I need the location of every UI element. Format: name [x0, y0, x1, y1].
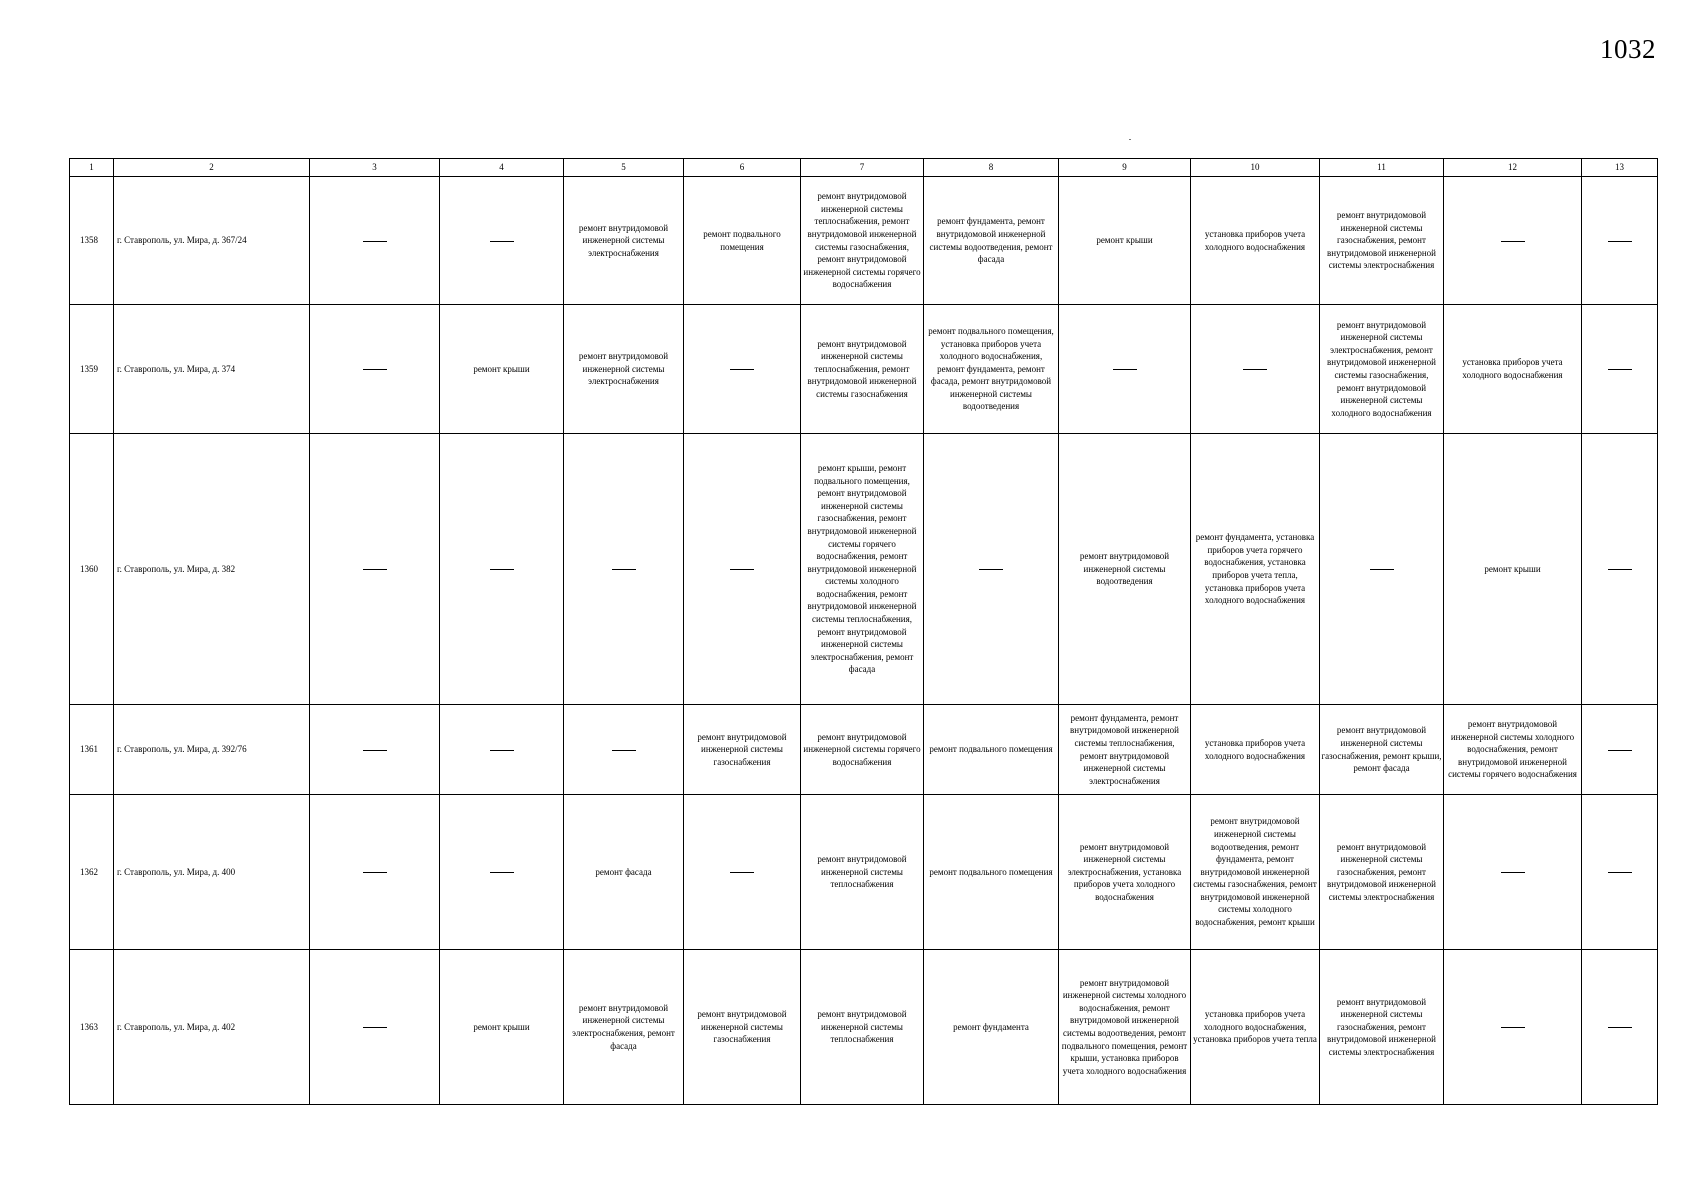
cell-c3: [310, 795, 440, 950]
cell-c4: [440, 434, 564, 705]
empty-dash: [730, 569, 754, 570]
cell-c8: ремонт фундамента: [924, 950, 1059, 1105]
table-row: [70, 177, 1658, 305]
empty-dash: [363, 241, 387, 242]
scan-speck: [1129, 139, 1131, 140]
cell-c5: [564, 434, 684, 705]
table-row: [70, 795, 1658, 950]
cell-c6: ремонт внутридомовой инженерной системы газоснабжения: [684, 950, 801, 1105]
cell-c4: ремонт крыши: [440, 950, 564, 1105]
address-cell: г. Ставрополь, ул. Мира, д. 392/76: [114, 705, 310, 795]
cell-c6: [684, 434, 801, 705]
table-row: [70, 305, 1658, 434]
row-number: 1360: [70, 434, 114, 705]
empty-dash: [612, 569, 636, 570]
cell-c4: ремонт крыши: [440, 305, 564, 434]
cell-c11: ремонт внутридомовой инженерной системы газоснабжения, ремонт внутридомовой инженерной системы электроснабжения: [1320, 177, 1444, 305]
cell-c10: ремонт фундамента, установка приборов учета горячего водоснабжения, установка приборов учета тепла, установка приборов учета холодного водоснабжения: [1191, 434, 1320, 705]
cell-c13: [1582, 950, 1658, 1105]
cell-c3: [310, 305, 440, 434]
cell-c7: ремонт внутридомовой инженерной системы теплоснабжения: [801, 950, 924, 1105]
cell-c6: [684, 305, 801, 434]
header-cell: 2: [114, 159, 310, 177]
empty-dash: [490, 750, 514, 751]
header-cell: 3: [310, 159, 440, 177]
cell-c4: [440, 795, 564, 950]
cell-c11: ремонт внутридомовой инженерной системы газоснабжения, ремонт внутридомовой инженерной системы электроснабжения: [1320, 795, 1444, 950]
empty-dash: [1608, 872, 1632, 873]
address-cell: г. Ставрополь, ул. Мира, д. 402: [114, 950, 310, 1105]
header-cell: 4: [440, 159, 564, 177]
row-number: 1359: [70, 305, 114, 434]
cell-c7: ремонт внутридомовой инженерной системы теплоснабжения, ремонт внутридомовой инженерной системы газоснабжения: [801, 305, 924, 434]
empty-dash: [1608, 750, 1632, 751]
empty-dash: [363, 1027, 387, 1028]
cell-c7: ремонт внутридомовой инженерной системы теплоснабжения, ремонт внутридомовой инженерной системы газоснабжения, ремонт внутридомовой инженерной системы горячего водоснабжения: [801, 177, 924, 305]
empty-dash: [490, 872, 514, 873]
cell-c10: установка приборов учета холодного водоснабжения: [1191, 705, 1320, 795]
cell-c9: ремонт крыши: [1059, 177, 1191, 305]
row-number: 1362: [70, 795, 114, 950]
cell-c3: [310, 434, 440, 705]
table-row: [70, 950, 1658, 1105]
row-number: 1361: [70, 705, 114, 795]
empty-dash: [1501, 1027, 1525, 1028]
cell-c4: [440, 177, 564, 305]
cell-c7: ремонт крыши, ремонт подвального помещения, ремонт внутридомовой инженерной системы газоснабжения, ремонт внутридомовой инженерной системы горячего водоснабжения, ремонт внутридомовой инженерной системы холодного водоснабжения, ремонт внутридомовой инженерной системы теплоснабжения, ремонт внутридомовой инженерной системы электроснабжения, ремонт фасада: [801, 434, 924, 705]
cell-c7: ремонт внутридомовой инженерной системы горячего водоснабжения: [801, 705, 924, 795]
empty-dash: [1608, 1027, 1632, 1028]
empty-dash: [490, 569, 514, 570]
address-cell: г. Ставрополь, ул. Мира, д. 367/24: [114, 177, 310, 305]
cell-c13: [1582, 705, 1658, 795]
empty-dash: [363, 872, 387, 873]
header-cell: 11: [1320, 159, 1444, 177]
cell-c11: ремонт внутридомовой инженерной системы газоснабжения, ремонт крыши, ремонт фасада: [1320, 705, 1444, 795]
cell-c9: ремонт внутридомовой инженерной системы водоотведения: [1059, 434, 1191, 705]
table-row: [70, 705, 1658, 795]
cell-c6: ремонт внутридомовой инженерной системы газоснабжения: [684, 705, 801, 795]
cell-c9: ремонт внутридомовой инженерной системы электроснабжения, установка приборов учета холодного водоснабжения: [1059, 795, 1191, 950]
empty-dash: [1608, 241, 1632, 242]
cell-c12: установка приборов учета холодного водоснабжения: [1444, 305, 1582, 434]
empty-dash: [612, 750, 636, 751]
empty-dash: [1370, 569, 1394, 570]
header-cell: 5: [564, 159, 684, 177]
cell-c10: [1191, 305, 1320, 434]
cell-c3: [310, 705, 440, 795]
cell-c6: [684, 795, 801, 950]
empty-dash: [979, 569, 1003, 570]
cell-c8: [924, 434, 1059, 705]
cell-c5: ремонт внутридомовой инженерной системы электроснабжения, ремонт фасада: [564, 950, 684, 1105]
cell-c12: ремонт крыши: [1444, 434, 1582, 705]
cell-c5: ремонт внутридомовой инженерной системы электроснабжения: [564, 305, 684, 434]
repair-schedule-table: [69, 158, 1658, 1105]
empty-dash: [1608, 369, 1632, 370]
cell-c12: [1444, 950, 1582, 1105]
empty-dash: [730, 369, 754, 370]
cell-c10: ремонт внутридомовой инженерной системы водоотведения, ремонт фундамента, ремонт внутридомовой инженерной системы газоснабжения, ремонт внутридомовой инженерной системы холодного водоснабжения, ремонт крыши: [1191, 795, 1320, 950]
page-number: 1032: [1600, 34, 1656, 64]
empty-dash: [363, 750, 387, 751]
address-cell: г. Ставрополь, ул. Мира, д. 374: [114, 305, 310, 434]
empty-dash: [363, 369, 387, 370]
cell-c12: [1444, 795, 1582, 950]
empty-dash: [1243, 369, 1267, 370]
cell-c5: ремонт фасада: [564, 795, 684, 950]
cell-c13: [1582, 305, 1658, 434]
column-number-row: [70, 159, 1658, 177]
cell-c9: ремонт внутридомовой инженерной системы холодного водоснабжения, ремонт внутридомовой инженерной системы водоотведения, ремонт подвального помещения, ремонт крыши, установка приборов учета холодного водоснабжения: [1059, 950, 1191, 1105]
cell-c8: ремонт подвального помещения, установка приборов учета холодного водоснабжения, ремонт фундамента, ремонт фасада, ремонт внутридомовой инженерной системы водоотведения: [924, 305, 1059, 434]
empty-dash: [1608, 569, 1632, 570]
row-number: 1363: [70, 950, 114, 1105]
header-cell: 1: [70, 159, 114, 177]
cell-c10: установка приборов учета холодного водоснабжения, установка приборов учета тепла: [1191, 950, 1320, 1105]
cell-c7: ремонт внутридомовой инженерной системы теплоснабжения: [801, 795, 924, 950]
header-cell: 10: [1191, 159, 1320, 177]
row-number: 1358: [70, 177, 114, 305]
empty-dash: [363, 569, 387, 570]
empty-dash: [730, 872, 754, 873]
cell-c4: [440, 705, 564, 795]
cell-c12: ремонт внутридомовой инженерной системы холодного водоснабжения, ремонт внутридомовой инженерной системы горячего водоснабжения: [1444, 705, 1582, 795]
table-row: [70, 434, 1658, 705]
cell-c8: ремонт фундамента, ремонт внутридомовой инженерной системы водоотведения, ремонт фасада: [924, 177, 1059, 305]
cell-c13: [1582, 434, 1658, 705]
cell-c8: ремонт подвального помещения: [924, 705, 1059, 795]
header-cell: 13: [1582, 159, 1658, 177]
header-cell: 6: [684, 159, 801, 177]
cell-c10: установка приборов учета холодного водоснабжения: [1191, 177, 1320, 305]
address-cell: г. Ставрополь, ул. Мира, д. 400: [114, 795, 310, 950]
cell-c5: ремонт внутридомовой инженерной системы электроснабжения: [564, 177, 684, 305]
cell-c6: ремонт подвального помещения: [684, 177, 801, 305]
cell-c9: [1059, 305, 1191, 434]
header-cell: 8: [924, 159, 1059, 177]
cell-c3: [310, 950, 440, 1105]
cell-c11: ремонт внутридомовой инженерной системы газоснабжения, ремонт внутридомовой инженерной системы электроснабжения: [1320, 950, 1444, 1105]
header-cell: 12: [1444, 159, 1582, 177]
cell-c3: [310, 177, 440, 305]
header-cell: 9: [1059, 159, 1191, 177]
cell-c9: ремонт фундамента, ремонт внутридомовой инженерной системы теплоснабжения, ремонт внутридомовой инженерной системы электроснабжения: [1059, 705, 1191, 795]
cell-c12: [1444, 177, 1582, 305]
cell-c8: ремонт подвального помещения: [924, 795, 1059, 950]
cell-c5: [564, 705, 684, 795]
cell-c11: ремонт внутридомовой инженерной системы электроснабжения, ремонт внутридомовой инженерной системы газоснабжения, ремонт внутридомовой инженерной системы холодного водоснабжения: [1320, 305, 1444, 434]
empty-dash: [1113, 369, 1137, 370]
address-cell: г. Ставрополь, ул. Мира, д. 382: [114, 434, 310, 705]
cell-c13: [1582, 795, 1658, 950]
empty-dash: [1501, 241, 1525, 242]
empty-dash: [490, 241, 514, 242]
empty-dash: [1501, 872, 1525, 873]
cell-c11: [1320, 434, 1444, 705]
header-cell: 7: [801, 159, 924, 177]
cell-c13: [1582, 177, 1658, 305]
